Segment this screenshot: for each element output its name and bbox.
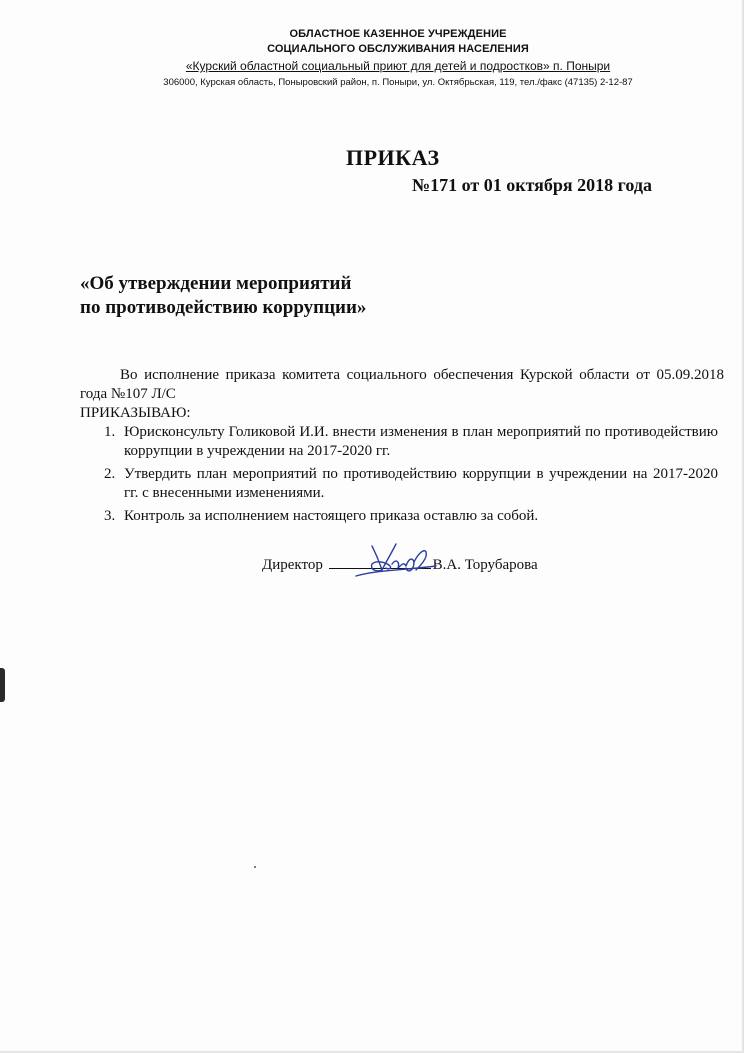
item-text: Юрисконсульту Голиковой И.И. внести изменения в план мероприятий по противодействию коррупции в учреждении на 2017-2020 гг. xyxy=(124,424,718,459)
list-item xyxy=(80,423,718,461)
document-title: ПРИКАЗ xyxy=(346,145,440,170)
org-name: «Курский областной социальный приют для детей и подростков» п. Поныри xyxy=(185,59,611,73)
org-type-line: ОБЛАСТНОЕ КАЗЕННОЕ УЧРЕЖДЕНИЕ xyxy=(289,28,507,40)
item-number: 2. xyxy=(104,466,116,482)
preamble-paragraph: Во исполнение приказа комитета социального обеспечения Курской области от 05.09.2018 года №107 Л/С xyxy=(80,367,724,402)
org-category-line: СОЦИАЛЬНОГО ОБСЛУЖИВАНИЯ НАСЕЛЕНИЯ xyxy=(267,43,529,55)
order-word: ПРИКАЗЫВАЮ: xyxy=(80,405,191,421)
document-subject xyxy=(80,272,366,320)
binder-hole-mark xyxy=(0,668,5,702)
signatory-position: Директор xyxy=(262,557,323,573)
item-text: Утвердить план мероприятий по противодействию коррупции в учреждении на 2017-2020 гг. с внесенными изменениями. xyxy=(124,466,718,501)
handwritten-signature xyxy=(336,540,446,584)
document-body xyxy=(80,366,724,530)
letterhead xyxy=(130,27,666,89)
signatory-name: В.А. Торубарова xyxy=(432,557,538,573)
subject-line-1: «Об утверждении мероприятий xyxy=(80,273,352,294)
org-address: 306000, Курская область, Поныровский район, п. Поныри, ул. Октябрьская, 119, тел./факс (47135) 2-12-87 xyxy=(163,77,633,88)
order-items-list xyxy=(80,423,724,526)
scan-speck xyxy=(254,866,256,868)
list-item xyxy=(80,465,718,503)
subject-line-2: по противодействию коррупции» xyxy=(80,297,367,318)
item-text: Контроль за исполнением настоящего приказа оставлю за собой. xyxy=(124,508,539,524)
item-number: 1. xyxy=(104,424,116,440)
item-number: 3. xyxy=(104,508,116,524)
document-number-date: №171 от 01 октября 2018 года xyxy=(412,175,652,195)
list-item xyxy=(80,507,718,526)
